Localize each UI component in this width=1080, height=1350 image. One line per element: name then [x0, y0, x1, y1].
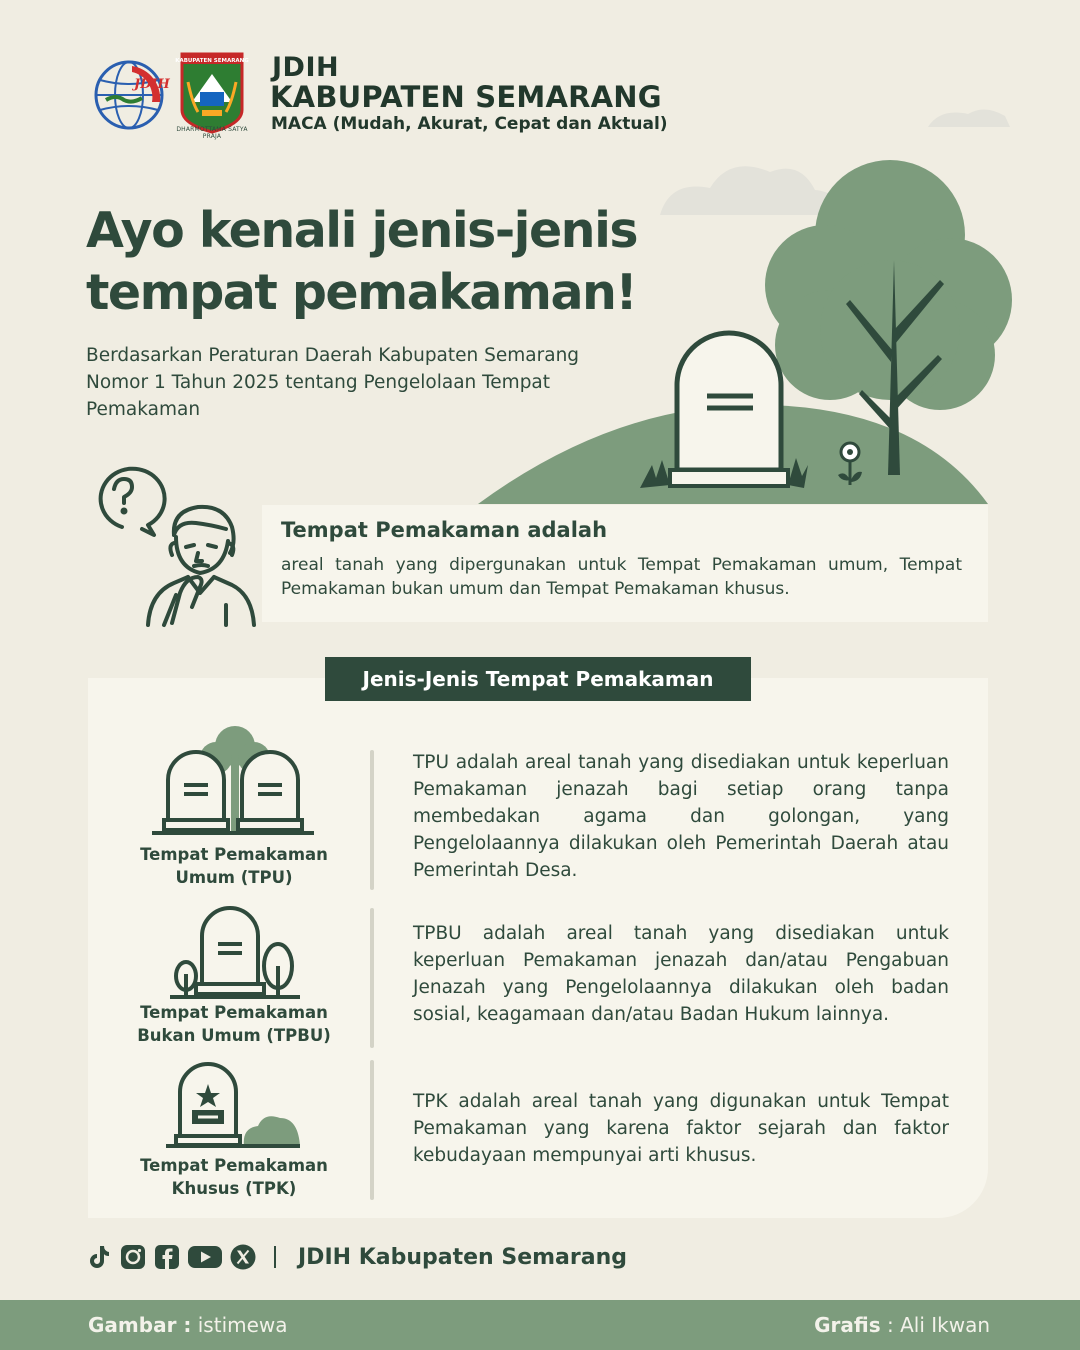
emblem-motto: DHARMOTTAMA SATYA PRAJA: [176, 126, 248, 140]
types-heading: Jenis-Jenis Tempat Pemakaman: [325, 657, 751, 701]
definition-title: Tempat Pemakaman adalah: [281, 518, 608, 542]
kabupaten-semarang-emblem: [175, 52, 249, 134]
divider: [370, 908, 374, 1048]
facebook-icon[interactable]: [154, 1244, 180, 1270]
youtube-icon[interactable]: [188, 1244, 222, 1270]
svg-text:KABUPATEN SEMARANG: KABUPATEN SEMARANG: [175, 58, 249, 64]
social-links: [86, 1240, 627, 1274]
tpbu-grave-icon: [168, 904, 302, 1000]
image-credit-label: Gambar :: [88, 1313, 192, 1337]
graphic-credit-value: : Ali Ikwan: [880, 1313, 990, 1337]
separator: [274, 1246, 276, 1268]
regulation-reference: Berdasarkan Peraturan Daerah Kabupaten Semarang Nomor 1 Tahun 2025 tentang Pengelolaan Tempat Pemakaman: [86, 345, 580, 420]
account-name: JDIH Kabupaten Semarang: [298, 1244, 628, 1270]
svg-text:JDIH: JDIH: [134, 77, 170, 92]
divider: [370, 750, 374, 890]
cemetery-illustration: [470, 100, 1010, 510]
graphic-credit-label: Grafis: [814, 1313, 881, 1337]
jdih-logo: [92, 58, 170, 132]
divider: [370, 1060, 374, 1200]
tpu-label: [124, 843, 344, 889]
tpu-label-line1: Tempat Pemakaman: [140, 845, 328, 864]
image-credit: [88, 1313, 288, 1337]
definition-text: areal tanah yang dipergunakan untuk Tempat Pemakaman umum, Tempat Pemakaman bukan umum dan Tempat Pemakaman khusus.: [281, 555, 962, 599]
cloud-icon: [660, 166, 838, 215]
instagram-icon[interactable]: [120, 1244, 146, 1270]
x-icon[interactable]: [230, 1244, 256, 1270]
tpbu-label-line2: Bukan Umum (TPBU): [137, 1026, 331, 1045]
tpbu-description: TPBU adalah areal tanah yang disediakan untuk keperluan Pemakaman jenazah dan/atau Pengabuan Jenazah yang Pengelolaannya dilakukan oleh badan sosial, keagamaan dan/atau Badan Hukum lainnya.: [413, 923, 949, 1025]
page-title: Ayo kenali jenis-jenis tempat pemakaman!: [86, 202, 638, 321]
tpk-label: [124, 1154, 344, 1200]
tpu-label-line2: Umum (TPU): [175, 868, 293, 887]
tpk-label-line2: Khusus (TPK): [171, 1179, 297, 1198]
thinking-person-icon: [86, 465, 261, 625]
graphic-credit: [814, 1313, 990, 1337]
header-title-kabupaten: KABUPATEN SEMARANG: [270, 80, 662, 114]
tpbu-label: [124, 1001, 344, 1047]
tpu-graves-icon: [150, 722, 320, 840]
tpbu-label-line1: Tempat Pemakaman: [140, 1003, 328, 1022]
image-credit-value: istimewa: [191, 1313, 288, 1337]
tpk-label-line1: Tempat Pemakaman: [140, 1156, 328, 1175]
header-title-jdih: JDIH: [272, 52, 340, 83]
tpu-description: TPU adalah areal tanah yang disediakan untuk keperluan Pemakaman jenazah bagi setiap orang tanpa membedakan agama dan golongan, yang Pengelolaannya dilakukan oleh Pemerintah Daerah atau Pemerintah Desa.: [413, 752, 949, 881]
cloud-icon: [928, 109, 1010, 127]
header-tagline: MACA (Mudah, Akurat, Cepat dan Aktual): [271, 114, 668, 134]
tpk-grave-icon: [164, 1062, 304, 1152]
tiktok-icon[interactable]: [86, 1244, 112, 1270]
tpk-description: TPK adalah areal tanah yang digunakan untuk Tempat Pemakaman yang karena faktor sejarah dan faktor kebudayaan mempunyai arti khusus.: [413, 1091, 949, 1166]
